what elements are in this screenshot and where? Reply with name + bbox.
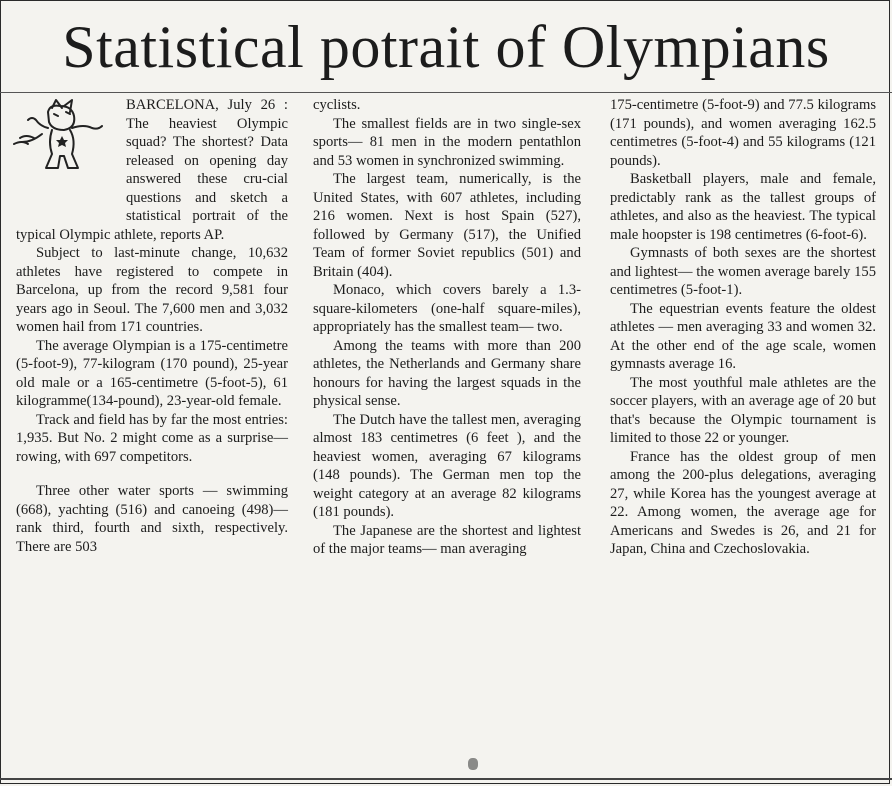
paragraph: The equestrian events feature the oldest athletes — men averaging 33 and women 32. At the other end of the age scale, women gymnasts average 16. <box>610 300 876 372</box>
cobi-mascot-icon <box>12 98 112 210</box>
paragraph: BARCELONA, July 26 : The heaviest Olympic squad? The shortest? Data released on opening day answered these cru-cial questions and sketch a statistical portrait of the typical Olympic athlete, reports AP. <box>16 97 288 243</box>
column-2 <box>313 96 581 559</box>
paragraph: The most youthful male athletes are the soccer players, with an average age of 20 but that's because the Olympic tournament is limited to those 22 or younger. <box>610 374 876 446</box>
paragraph-gap <box>16 466 288 482</box>
paragraph: Among the teams with more than 200 athletes, the Netherlands and Germany share honours for having the largest squads in the physical sense. <box>313 337 581 409</box>
column-1 <box>16 96 288 556</box>
headline: Statistical potrait of Olympians <box>0 2 892 93</box>
paragraph: The Japanese are the shortest and lightest of the major teams— man averaging <box>313 522 581 557</box>
intro-block <box>16 96 288 244</box>
paragraph: The Dutch have the tallest men, averaging almost 183 centimetres (6 feet ), and the heaviest women, averaging 67 kilograms (148 pounds). The German men top the weight category at an average 82 kilograms (181 pounds). <box>313 411 581 520</box>
paragraph: The smallest fields are in two single-sex sports— 81 men in the modern pentathlon and 53 women in synchronized swimming. <box>313 115 581 169</box>
paragraph: 175-centimetre (5-foot-9) and 77.5 kilograms (171 pounds), and women averaging 162.5 centimetres (5-foot-4) and 55 kilograms (121 pounds). <box>610 97 876 169</box>
paragraph: Basketball players, male and female, predictably rank as the tallest groups of athletes, and also as the heaviest. The typical male hoopster is 198 centimetres (6-foot-6). <box>610 171 876 243</box>
paragraph: Monaco, which covers barely a 1.3-square-kilometers (one-half square-miles), appropriately has the smallest team— two. <box>313 282 581 335</box>
paragraph: The largest team, numerically, is the United States, with 607 athletes, including 216 women. Next is host Spain (527), followed by Germany (517), the Unified Team of former Soviet republics (501) and Britain (404). <box>313 171 581 280</box>
paragraph: The average Olympian is a 175-centimetre (5-foot-9), 77-kilogram (170 pound), 25-year old male or a 165-centimetre (5-foot-5), 61 kilogramme(134-pound), 23-year-old female. <box>16 337 288 409</box>
column-3 <box>610 96 876 559</box>
paragraph: Subject to last-minute change, 10,632 athletes have registered to compete in Barcelona, up from the record 9,581 four years ago in Seoul. The 7,600 men and 3,032 women hail from 171 countries. <box>16 245 288 335</box>
paragraph: cyclists. <box>313 97 361 113</box>
paragraph: France has the oldest group of men among the 200-plus delegations, averaging 27, while Korea has the youngest average at 22. Among women, the average age for Americans and Swedes is 26, and 21 for Japan, China and Czechoslovakia. <box>610 448 876 557</box>
bottom-rule <box>0 778 892 780</box>
paragraph: Gymnasts of both sexes are the shortest and lightest— the women average barely 155 centimetres (5-foot-1). <box>610 245 876 298</box>
ink-smudge <box>468 758 478 770</box>
paragraph: Track and field has by far the most entries: 1,935. But No. 2 might come as a surprise— rowing, with 697 competitors. <box>16 411 288 465</box>
paragraph: Three other water sports — swimming (668), yachting (516) and canoeing (498)— rank third, fourth and sixth, respectively. There are 503 <box>16 483 288 555</box>
